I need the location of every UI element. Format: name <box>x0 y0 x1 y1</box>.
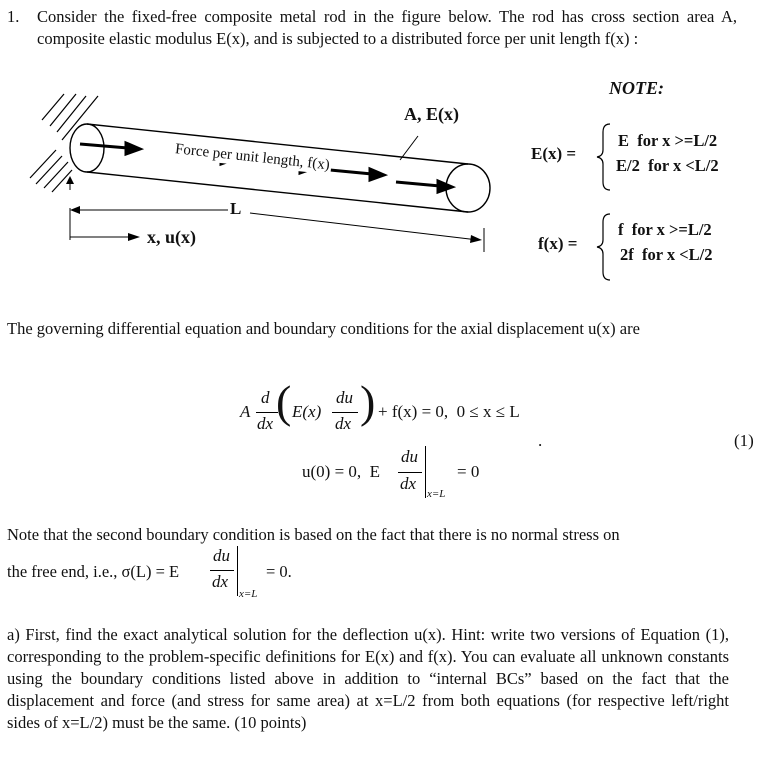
note-title: NOTE: <box>609 78 664 98</box>
f-definition-brace <box>594 212 614 282</box>
eq-bc-right: = 0 <box>457 462 480 481</box>
f-definition-case2: 2f for x <L/2 <box>620 245 713 264</box>
eq-left-paren: ( <box>276 376 292 427</box>
problem-number: 1. <box>7 7 20 26</box>
eq-d: d <box>261 388 270 407</box>
E-definition-case1: E for x >=L/2 <box>618 131 718 150</box>
axis-label: x, u(x) <box>147 227 196 247</box>
eq-du-2: du <box>401 447 418 466</box>
length-dimension <box>70 208 484 252</box>
length-label: L <box>230 199 242 218</box>
note-line-1: Note that the second boundary condition is based on the fact that there is no normal stress on <box>7 525 620 544</box>
eq-frac-bar-3 <box>398 472 422 473</box>
note-du: du <box>213 546 230 565</box>
governing-text: The governing differential equation and boundary conditions for the axial displacement u(x) are <box>7 319 640 338</box>
fixed-wall-hatching <box>30 94 98 192</box>
eq-dx-3: dx <box>400 474 417 493</box>
eq-frac-bar-1 <box>256 412 278 413</box>
eq-dot: . <box>538 431 543 450</box>
eq-A: A <box>240 402 251 421</box>
eq-number: (1) <box>734 431 754 450</box>
force-per-length-label: Force per unit length, f(x) <box>172 141 332 175</box>
note-dx: dx <box>212 572 229 591</box>
eq-du-1: du <box>336 388 353 407</box>
eq-rest: + f(x) = 0, 0 ≤ x ≤ L <box>378 402 520 421</box>
rod-area-modulus-label: A, E(x) <box>404 104 459 124</box>
note-eval-sub: x=L <box>239 588 258 600</box>
note-frac-bar <box>210 570 234 571</box>
E-definition-lhs: E(x) = <box>531 144 577 163</box>
problem-intro: Consider the fixed-free composite metal rod in the figure below. The rod has cross section area A, composite elastic modulus E(x), and is subjected to a distributed force per unit length f(x) : <box>37 7 737 48</box>
rod-label-leader <box>400 136 418 160</box>
eq-eval-bar <box>425 446 426 498</box>
note-line-2-post: = 0. <box>266 562 292 581</box>
f-definition-case1: f for x >=L/2 <box>618 220 712 239</box>
part-a-text: a) First, find the exact analytical solution for the deflection u(x). Hint: write two versions of Equation (1), corresponding to the problem-specific definitions for E(x) and f(x). You can evaluate all unknown constants using the boundary conditions listed above in addition to “internal BCs” based on the fact that the displacement and force (and stress for same area) at x=L/2 from both equations (for respective left/right sides of x=L/2) must be the same. (10 points) <box>7 625 729 732</box>
eq-dx-1: dx <box>257 414 274 433</box>
E-definition-brace <box>594 122 614 192</box>
f-definition-lhs: f(x) = <box>538 234 578 253</box>
note-line-2-pre: the free end, i.e., σ(L) = E <box>7 562 180 581</box>
eq-bc-left: u(0) = 0, E <box>302 462 381 481</box>
eq-right-paren: ) <box>360 376 376 427</box>
note-eval-bar <box>237 546 238 596</box>
eq-dx-2: dx <box>335 414 352 433</box>
E-definition-case2: E/2 for x <L/2 <box>616 156 719 175</box>
eq-frac-bar-2 <box>332 412 358 413</box>
eq-Ex: E(x) <box>292 402 322 421</box>
eq-eval-sub: x=L <box>427 488 446 500</box>
